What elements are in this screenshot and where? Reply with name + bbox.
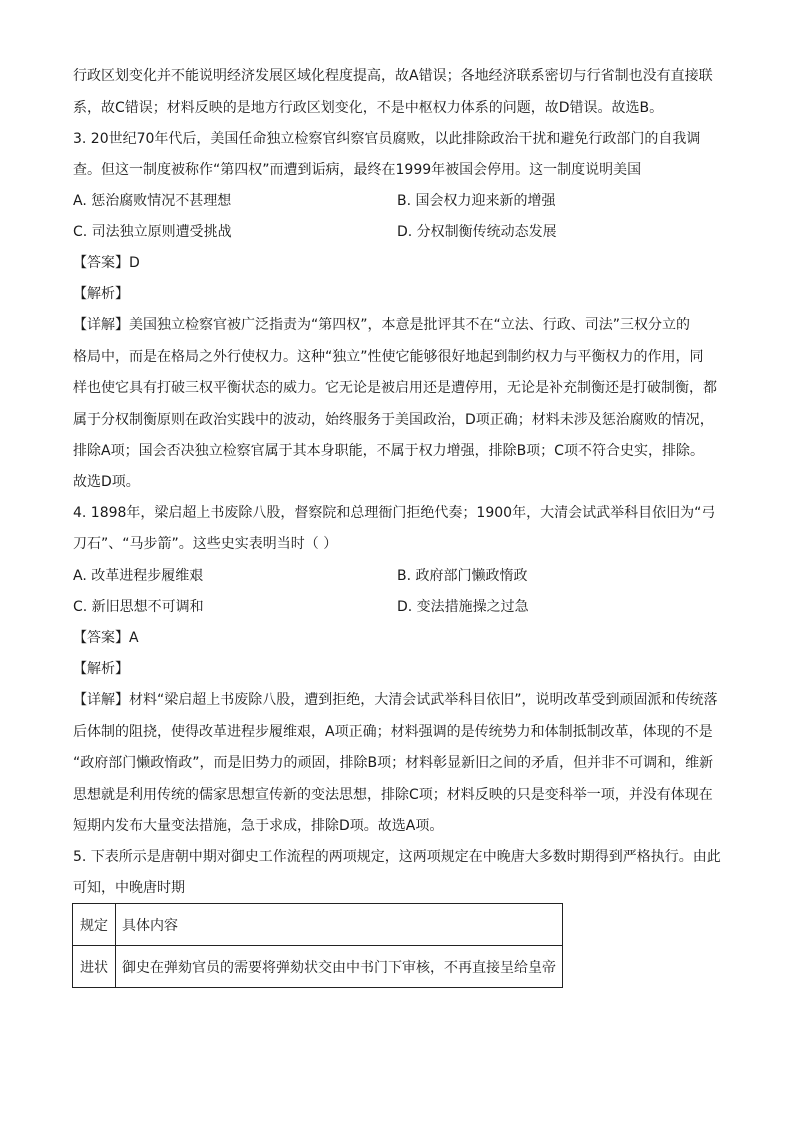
table-cell: 御史在弹劾官员的需要将弹劾状交由中书门下审核，不再直接呈给皇帝 xyxy=(116,946,563,988)
q4-stem-line-1: 4. 1898年，梁启超上书废除八股，督察院和总理衙门拒绝代奏；1900年，大清会试武举科目依旧为“弓 xyxy=(73,505,716,521)
q3-option-d: D. 分权制衡传统动态发展 xyxy=(397,224,557,240)
q3-option-c: C. 司法独立原则遭受挑战 xyxy=(73,224,232,240)
table-row xyxy=(73,946,563,988)
q4-detail-line-1: 【详解】材料“梁启超上书废除八股，遭到拒绝，大清会试武举科目依旧”，说明改革受到顽固派和传统落 xyxy=(73,692,718,708)
q3-detail-line-1: 【详解】美国独立检察官被广泛指责为“第四权”，本意是批评其不在“立法、行政、司法”三权分立的 xyxy=(73,317,691,333)
q4-option-d: D. 变法措施操之过急 xyxy=(397,599,529,615)
q3-detail-line-4: 属于分权制衡原则在政治实践中的波动，始终服务于美国政治，D项正确；材料未涉及惩治腐败的情况， xyxy=(73,412,714,428)
table-cell: 进状 xyxy=(73,946,116,988)
q3-detail-line-3: 样也使它具有打破三权平衡状态的威力。它无论是被启用还是遭停用，无论是补充制衡还是打破制衡，都 xyxy=(73,380,717,396)
intro-line-1: 行政区划变化并不能说明经济发展区域化程度提高，故A错误；各地经济联系密切与行省制也没有直接联 xyxy=(73,68,713,84)
q4-option-c: C. 新旧思想不可调和 xyxy=(73,599,204,615)
q4-detail-line-4: 思想就是利用传统的儒家思想宣传新的变法思想，排除C项；材料反映的只是变科举一项，并没有体现在 xyxy=(73,787,713,803)
rules-table xyxy=(72,903,563,988)
q3-detail-line-5: 排除A项；国会否决独立检察官属于其本身职能，不属于权力增强，排除B项；C项不符合史实，排除。 xyxy=(73,443,704,459)
q5-stem-line-1: 5. 下表所示是唐朝中期对御史工作流程的两项规定，这两项规定在中晚唐大多数时期得到严格执行。由此 xyxy=(73,849,721,865)
q4-detail-line-2: 后体制的阻挠，使得改革进程步履维艰，A项正确；材料强调的是传统势力和体制抵制改革，体现的不是 xyxy=(73,724,713,740)
table-header-cell: 具体内容 xyxy=(116,904,563,946)
q4-analysis-label: 【解析】 xyxy=(73,661,129,677)
q3-option-b: B. 国会权力迎来新的增强 xyxy=(397,193,556,209)
q5-stem-line-2: 可知，中晚唐时期 xyxy=(73,880,185,896)
q3-stem-line-2: 查。但这一制度被称作“第四权”而遭到诟病，最终在1999年被国会停用。这一制度说明美国 xyxy=(73,162,642,178)
q4-detail-line-3: “政府部门懒政惰政”，而是旧势力的顽固，排除B项；材料彰显新旧之间的矛盾，但并非不可调和，维新 xyxy=(73,755,714,771)
q3-answer: 【答案】D xyxy=(73,255,140,271)
q4-stem-line-2: 刀石”、“马步箭”。这些史实表明当时（ ） xyxy=(73,536,338,552)
q4-option-a: A. 改革进程步履维艰 xyxy=(73,568,204,584)
q3-detail-line-6: 故选D项。 xyxy=(73,474,140,490)
q3-detail-line-2: 格局中，而是在格局之外行使权力。这种“独立”性使它能够很好地起到制约权力与平衡权力的作用，同 xyxy=(73,349,704,365)
q4-detail-line-5: 短期内发布大量变法措施，急于求成，排除D项。故选A项。 xyxy=(73,818,444,834)
q4-option-b: B. 政府部门懒政惰政 xyxy=(397,568,528,584)
q4-answer: 【答案】A xyxy=(73,630,139,646)
intro-line-2: 系，故C错误；材料反映的是地方行政区划变化，不是中枢权力体系的问题，故D错误。故选B。 xyxy=(73,100,664,116)
table-header-row xyxy=(73,904,563,946)
q3-analysis-label: 【解析】 xyxy=(73,286,129,302)
q3-option-a: A. 惩治腐败情况不甚理想 xyxy=(73,193,232,209)
q3-stem-line-1: 3. 20世纪70年代后，美国任命独立检察官纠察官员腐败，以此排除政治干扰和避免行政部门的自我调 xyxy=(73,131,701,147)
table-header-cell: 规定 xyxy=(73,904,116,946)
